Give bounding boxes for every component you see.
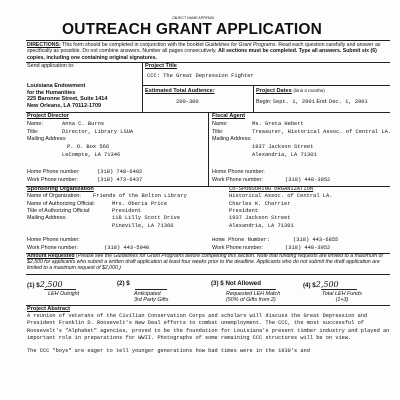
sponsor-title: President <box>112 208 142 214</box>
fiscal-addr2: Alexandria, LA 71301 <box>252 152 317 158</box>
abstract-paragraph-2: The CCC "boys" are eager to tell younger generations how bad times were in the 1930's and <box>27 348 310 354</box>
abstract-heading: Project Abstract <box>27 306 71 312</box>
fiscal-heading: Fiscal Agent <box>212 113 246 119</box>
end-date: Dec. 1, 2001 <box>328 99 368 105</box>
amount-item-2: (2) $ <box>117 280 130 287</box>
page-title: OUTREACH GRANT APPLICATION <box>62 21 323 38</box>
amount-item-3: (3) $ Not Allowed <box>211 280 261 287</box>
director-name: Anna C. Burns <box>62 121 105 127</box>
cosponsor-title: President <box>229 208 259 214</box>
sponsor-work-phone: (318) 443-5940 <box>104 245 150 251</box>
form-code: OBJECT NAME APPENDI <box>172 16 215 20</box>
cosponsor-addr2: Alexandria, LA 71301 <box>229 223 294 229</box>
begin-date: Sept. 1, 2001 <box>272 99 315 105</box>
sponsor-addr1: 118 Lilly Scott Drive <box>112 215 180 221</box>
cosponsor-home-phone: (318) 443-6855 <box>293 237 339 243</box>
director-title: Director, Library LSUA <box>62 129 134 135</box>
directions-lead: DIRECTIONS: <box>27 42 61 48</box>
project-title-value: CCC: The Great Depression Fighter <box>147 73 254 79</box>
director-heading: Project Director <box>27 113 69 119</box>
send-to-address: Louisiana Endowment for the Humanities 225 Baronne Street, Suite 1414 New Orleans, LA 70112-1709 <box>27 83 108 109</box>
amount-instructions: Amount Requested (Please see the Guidelines for Grant Programs before completing this section. Note that funding requests are limited to a maximum of $2,500 for applicants who submit a written draft application at least four weeks prior to the deadline. Applicants who do not submit the draft application are limited to a maximum request of $2,000.) <box>27 253 383 272</box>
director-addr1: P. O. Box 566 <box>67 144 110 150</box>
project-title-label: Project Title <box>145 63 177 69</box>
amount-heading: Amount Requested <box>27 253 75 259</box>
audience-label: Estimated Total Audience: <box>145 88 215 94</box>
cosponsor-auth: Charles K. Charrier <box>229 201 291 207</box>
director-addr2: LeCompte, LA 71346 <box>62 152 121 158</box>
directions-block: DIRECTIONS: This form should be completed in conjunction with the booklet Guidelines for Grant Programs. Read each question carefully and answer as specifically as possible. Do not combine answers. Number all pages consecutively. All sections must be completed. Type all answers. Submit six (6) copies, including one containing original signatures. <box>27 42 381 61</box>
dates-row: Begin: Sept. 1, 2001 End: Dec. 1, 2001 <box>256 99 368 105</box>
dates-heading: Project Dates (limit 3 months) <box>256 88 325 94</box>
fiscal-work-phone: (318) 448-3952 <box>285 177 331 183</box>
fiscal-title: Treasurer, Historical Assoc. of Central LA. <box>252 129 392 135</box>
director-work-phone: (318) 473-6437 <box>97 177 143 183</box>
sponsor-org: Friends of the Bolton Library <box>93 193 187 199</box>
cosponsor-org: Historical Assoc. of Central LA. <box>229 193 333 199</box>
cosponsor-heading: CO-SPONSORING ORGANIZATION <box>229 186 314 192</box>
cosponsor-work-phone: (318) 448-3952 <box>285 245 331 251</box>
fiscal-name: Ms. Greta Hebert <box>252 121 304 127</box>
sponsor-auth: Mrs. Oberia Price <box>112 201 167 207</box>
abstract-paragraph-1: A reunion of veterans of the Civilian Conservation Corps and scholars will discuss the Great Depression and President Franklin D. Roosevelt's New Deal efforts to combat unemployment. The CCC, the most successful of Roosevelt's "Alphabet" agencies, proved to be the foundation for Louisiana's present timber industry and played an important role in preparations for WWII. Photographs of some remaining CCC structures will be on view. <box>27 313 390 341</box>
amount-item-1: (1) $2,500 <box>27 280 63 289</box>
amount-item-4: (4) $2,500 <box>303 280 339 289</box>
director-home-phone: (318) 748-6402 <box>97 169 143 175</box>
audience-value: 200-300 <box>176 99 199 105</box>
sponsor-heading: Sponsoring Organization <box>27 186 94 192</box>
cosponsor-addr1: 1937 Jackson Street <box>229 215 291 221</box>
sponsor-addr2: Pineville, LA 71360 <box>112 223 174 229</box>
fiscal-addr1: 1937 Jackson Street <box>252 144 314 150</box>
send-to-label: Send application to: <box>27 63 75 69</box>
